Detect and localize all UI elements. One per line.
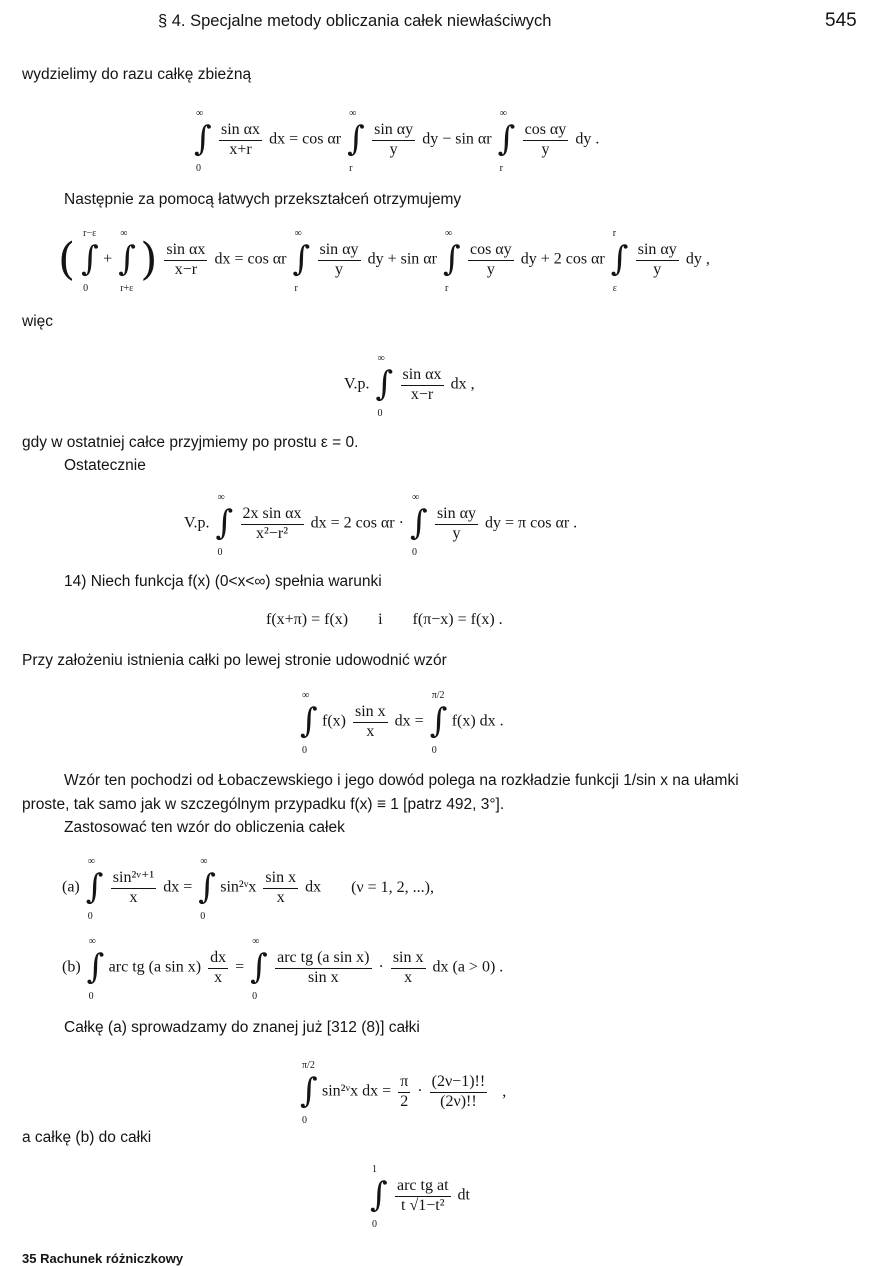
paragraph-10: Całkę (a) sprowadzamy do znanej już [312 (8)] całki: [64, 1019, 420, 1036]
fraction: $\frac{\text{arc tg at}}{\text{t √1−t²}}$: [397, 1177, 449, 1214]
integral-sign: π/2 ∫ 0: [429, 690, 448, 756]
footer: 35 Rachunek różniczkowy: [22, 1251, 184, 1266]
integral-sign: ∞ ∫ 0: [375, 353, 394, 419]
paragraph-9: Zastosować ten wzór do obliczenia całek: [64, 819, 345, 836]
equation-7: 1 ∫ 0 $\frac{\text{arc tg at}}{\text{t √1−t²}}$ dt: [370, 1164, 470, 1230]
fraction: $\frac{\text{sin²ᵛ⁺¹}}{x}$: [112, 869, 155, 906]
integral-sign: ∞ ∫ 0: [198, 856, 216, 922]
fraction: $\frac{\text{sin x}}{x}$: [354, 703, 386, 740]
equation-1: ∞ ∫ 0 $\frac{\text{sin αx}}{x+r}$ dx = cos αr ∞ ∫ r $\frac{\text{sin αy}}{y}$ dy − sin αr ∞ ∫ r $\frac{\text{cos αy}}{y}$ dy .: [194, 108, 600, 174]
integral-sign: ∞ ∫ r: [292, 228, 311, 294]
fraction: $\frac{\text{cos αy}}{y}$: [524, 121, 567, 158]
paragraph-8b: proste, tak samo jak w szczególnym przypadku f(x) ≡ 1 [patrz 492, 3°].: [22, 796, 505, 813]
integral-sign: ∞ ∫ r: [347, 108, 365, 174]
equation-4: V.p. ∞ ∫ 0 $\frac{\text{2x sin αx}}{\text{x²−r²}}$ dx = 2 cos αr · ∞ ∫ 0 $\frac{\text{sin αy}}{y}$ dy = π cos αr .: [184, 492, 578, 558]
integral-sign: π/2 ∫ 0: [300, 1060, 318, 1126]
running-title: § 4. Specjalne metody obliczania całek niewłaściwych: [158, 12, 552, 30]
fraction: $\frac{\text{sin αx}}{x-r}$: [166, 241, 206, 278]
integral-sign: ∞ ∫ 0: [194, 108, 212, 174]
integral-sign: ∞ ∫ r: [442, 228, 461, 294]
equation-3: V.p. ∞ ∫ 0 $\frac{\text{sin αx}}{x-r}$ dx ,: [344, 353, 475, 419]
integral-sign: r−ε ∫ 0: [81, 228, 99, 294]
integral-sign: ∞ ∫ r: [497, 108, 516, 174]
paragraph-7: Przy założeniu istnienia całki po lewej stronie udowodnić wzór: [22, 652, 447, 669]
fraction: $\frac{\text{sin αx}}{x+r}$: [221, 121, 261, 158]
integral-sign: 1 ∫ 0: [370, 1164, 388, 1230]
integral-sign: r ∫ ε: [610, 228, 629, 294]
paragraph-5: Ostatecznie: [64, 457, 146, 474]
fraction: $\frac{\text{2x sin αx}}{\text{x²−r²}}$: [242, 505, 302, 542]
integral-sign: ∞ ∫ 0: [300, 690, 318, 756]
integral-sign: ∞ ∫ 0: [409, 492, 428, 558]
page-number: 545: [825, 10, 857, 31]
integral-sign: ∞ ∫ r+ε: [118, 228, 136, 294]
paragraph-8a: Wzór ten pochodzi od Łobaczewskiego i jego dowód polega na rozkładzie funkcji 1/sin x na ułamki: [64, 772, 739, 789]
fraction: $\frac{\text{sin αy}}{y}$: [374, 121, 414, 158]
equation-b: (b) ∞ ∫ 0 arc tg (a sin x) $\frac{dx}{x}$ = ∞ ∫ 0 $\frac{\text{arc tg (a sin x)}}{\text{sin x}}$ · $\frac{\text{sin x}}{x}$ dx (a > 0) .: [62, 936, 504, 1002]
conditions: f(x+π) = f(x) i f(π−x) = f(x) .: [266, 611, 503, 628]
paragraph-6: 14) Niech funkcja f(x) (0<x<∞) spełnia warunki: [64, 573, 382, 590]
fraction: $\frac{\pi}{2}$: [400, 1073, 409, 1110]
paragraph-1: wydzielimy do razu całkę zbieżną: [22, 66, 252, 83]
integral-sign: ∞ ∫ 0: [86, 936, 105, 1002]
integral-sign: ∞ ∫ 0: [250, 936, 268, 1002]
equation-6: π/2 ∫ 0 sin²ᵛx dx = $\frac{\pi}{2}$ · $\frac{(2\nu-1)!!}{(2\nu)!!}$ ,: [300, 1060, 507, 1126]
equation-5: ∞ ∫ 0 f(x) $\frac{\text{sin x}}{x}$ dx = π/2 ∫ 0 f(x) dx .: [300, 690, 504, 756]
fraction: $\frac{\text{sin αy}}{y}$: [436, 505, 477, 542]
fraction: $\frac{dx}{x}$: [210, 949, 227, 986]
paragraph-11: a całkę (b) do całki: [22, 1129, 152, 1146]
fraction: $\frac{\text{cos αy}}{y}$: [469, 241, 512, 278]
fraction: $\frac{(2\nu-1)!!}{(2\nu)!!}$: [431, 1073, 486, 1110]
integral-sign: ∞ ∫ 0: [85, 856, 104, 922]
fraction: $\frac{\text{sin αx}}{x-r}$: [402, 366, 442, 403]
equation-a: (a) ∞ ∫ 0 $\frac{\text{sin²ᵛ⁺¹}}{x}$ dx = ∞ ∫ 0 sin²ᵛx $\frac{\text{sin x}}{x}$ dx (ν = 1, 2, ...),: [62, 856, 434, 922]
fraction: $\frac{\text{arc tg (a sin x)}}{\text{sin x}}$: [277, 949, 370, 986]
equation-2: ( r−ε ∫ 0 + ∞ ∫ r+ε ) $\frac{\text{sin αx}}{x-r}$ dx = cos αr ∞ ∫ r $\frac{\text{sin αy}}{y}$ dy + sin αr ∞ ∫ r $\frac{\text{cos αy}}{y}$ dy + 2 cos αr r ∫ ε $\frac{\text{sin αy}}{y}$ dy ,: [58, 228, 710, 294]
paragraph-3: więc: [22, 313, 54, 330]
integral-sign: ∞ ∫ 0: [215, 492, 234, 558]
fraction: $\frac{\text{sin x}}{x}$: [265, 869, 297, 906]
fraction: $\frac{\text{sin αy}}{y}$: [319, 241, 359, 278]
fraction: $\frac{\text{sin x}}{x}$: [392, 949, 424, 986]
paragraph-2: Następnie za pomocą łatwych przekształceń otrzymujemy: [64, 191, 462, 208]
paragraph-4: gdy w ostatniej całce przyjmiemy po prostu ε = 0.: [22, 434, 359, 451]
fraction: $\frac{\text{sin αy}}{y}$: [637, 241, 677, 278]
